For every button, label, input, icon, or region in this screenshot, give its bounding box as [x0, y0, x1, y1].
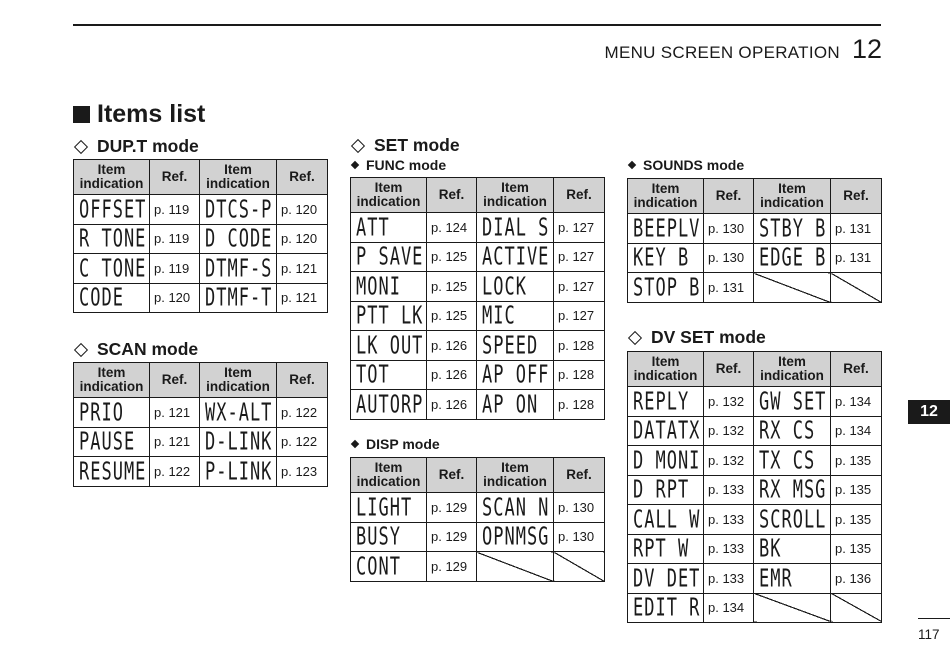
dvset-mode-table [627, 351, 882, 623]
ref-cell: p. 135 [831, 505, 882, 535]
ref-cell: p. 126 [427, 360, 477, 390]
item-indication-cell: PTT LK [351, 294, 427, 337]
ref-cell: p. 121 [277, 283, 328, 313]
sounds-mode-heading: SOUNDS mode [627, 157, 744, 173]
ref-cell: p. 129 [427, 522, 477, 552]
item-indication-cell: BK [754, 527, 831, 570]
item-indication-cell: RX CS [754, 409, 831, 452]
item-indication-header: Item indication [74, 363, 150, 398]
ref-cell: p. 131 [831, 243, 882, 273]
scan-mode-heading: SCAN mode [73, 339, 198, 360]
item-indication-cell: D MONI [628, 439, 704, 482]
item-indication-cell: WX-ALT [200, 391, 277, 434]
ref-cell: p. 130 [704, 214, 754, 244]
ref-cell: p. 120 [150, 283, 200, 313]
ref-cell: p. 127 [554, 213, 605, 243]
dupt-mode-table [73, 159, 328, 313]
item-indication-header: Item indication [200, 363, 277, 398]
item-indication-header: Item indication [628, 179, 704, 214]
item-indication-cell: MIC [477, 294, 554, 337]
item-indication-cell: DATATX [628, 409, 704, 452]
item-indication-cell: AUTORP [351, 383, 427, 426]
open-diamond-icon [628, 330, 642, 344]
item-indication-cell: CONT [351, 545, 427, 588]
ref-cell: p. 122 [277, 398, 328, 428]
item-indication-header: Item indication [477, 458, 554, 493]
item-indication-header: Item indication [477, 178, 554, 213]
item-indication-cell: STBY B [754, 207, 831, 250]
item-indication-cell: MONI [351, 265, 427, 308]
empty-cell [831, 273, 882, 303]
item-indication-header: Item indication [74, 160, 150, 195]
open-diamond-icon [74, 139, 88, 153]
func-mode-heading: FUNC mode [350, 157, 446, 173]
ref-cell: p. 131 [704, 273, 754, 303]
ref-cell: p. 127 [554, 301, 605, 331]
table-row [74, 457, 328, 487]
ref-header: Ref. [831, 179, 882, 214]
ref-cell: p. 133 [704, 534, 754, 564]
item-indication-cell: CALL W [628, 498, 704, 541]
item-indication-cell: EMR [754, 557, 831, 600]
item-indication-cell: BEEPLV [628, 207, 704, 250]
ref-cell: p. 120 [277, 224, 328, 254]
item-indication-cell: CODE [74, 276, 150, 319]
item-indication-cell: DTMF-T [200, 276, 277, 319]
item-indication-header: Item indication [754, 179, 831, 214]
item-indication-cell: RESUME [74, 450, 150, 493]
ref-cell: p. 120 [277, 195, 328, 225]
item-indication-cell: SCROLL [754, 498, 831, 541]
ref-header: Ref. [554, 178, 605, 213]
footer-rule [918, 618, 950, 619]
ref-cell: p. 135 [831, 534, 882, 564]
disp-mode-table [350, 457, 605, 582]
ref-cell: p. 125 [427, 242, 477, 272]
ref-header: Ref. [704, 352, 754, 387]
ref-cell: p. 132 [704, 446, 754, 476]
ref-cell: p. 133 [704, 505, 754, 535]
ref-cell: p. 125 [427, 301, 477, 331]
item-indication-cell: GW SET [754, 380, 831, 423]
item-indication-cell: RPT W [628, 527, 704, 570]
ref-cell: p. 134 [704, 593, 754, 623]
item-indication-cell: REPLY [628, 380, 704, 423]
ref-cell: p. 129 [427, 552, 477, 582]
chapter-number: 12 [852, 34, 883, 64]
ref-cell: p. 134 [831, 416, 882, 446]
item-indication-cell: KEY B [628, 236, 704, 279]
item-indication-cell: P SAVE [351, 235, 427, 278]
func-mode-table [350, 177, 605, 420]
dupt-mode-heading: DUP.T mode [73, 136, 199, 157]
disp-mode-heading: DISP mode [350, 436, 440, 452]
item-indication-cell: R TONE [74, 217, 150, 260]
item-indication-cell: RX MSG [754, 468, 831, 511]
item-indication-cell: LIGHT [351, 486, 427, 529]
item-indication-cell: PRIO [74, 391, 150, 434]
item-indication-cell: EDIT R [628, 586, 704, 629]
open-diamond-icon [74, 342, 88, 356]
ref-cell: p. 134 [831, 387, 882, 417]
item-indication-cell: ACTIVE [477, 235, 554, 278]
ref-cell: p. 123 [277, 457, 328, 487]
ref-cell: p. 130 [554, 493, 605, 523]
ref-cell: p. 128 [554, 360, 605, 390]
ref-cell: p. 121 [277, 254, 328, 284]
item-indication-cell: BUSY [351, 515, 427, 558]
ref-cell: p. 133 [704, 475, 754, 505]
chapter-tab: 12 [908, 400, 950, 424]
ref-cell: p. 121 [150, 427, 200, 457]
ref-cell: p. 132 [704, 416, 754, 446]
ref-cell: p. 129 [427, 493, 477, 523]
empty-cell [831, 593, 882, 623]
ref-cell: p. 133 [704, 564, 754, 594]
item-indication-cell: LOCK [477, 265, 554, 308]
ref-cell: p. 121 [150, 398, 200, 428]
page-heading [73, 100, 205, 129]
dvset-mode-heading: DV SET mode [627, 327, 766, 348]
ref-cell: p. 127 [554, 272, 605, 302]
ref-header: Ref. [277, 160, 328, 195]
item-indication-cell: TX CS [754, 439, 831, 482]
ref-cell: p. 119 [150, 254, 200, 284]
item-indication-cell: LK OUT [351, 324, 427, 367]
item-indication-cell: C TONE [74, 247, 150, 290]
item-indication-cell: DV DET [628, 557, 704, 600]
ref-cell: p. 135 [831, 475, 882, 505]
item-indication-cell: OFFSET [74, 188, 150, 231]
ref-cell: p. 131 [831, 214, 882, 244]
item-indication-header: Item indication [351, 178, 427, 213]
square-bullet-icon [73, 106, 90, 123]
item-indication-cell: TOT [351, 353, 427, 396]
item-indication-cell: ATT [351, 206, 427, 249]
page-heading-text: Items list [97, 100, 206, 128]
ref-header: Ref. [704, 179, 754, 214]
ref-cell: p. 122 [277, 427, 328, 457]
ref-cell: p. 136 [831, 564, 882, 594]
scan-mode-table [73, 362, 328, 487]
table-row [351, 390, 605, 420]
ref-cell: p. 119 [150, 195, 200, 225]
ref-header: Ref. [150, 363, 200, 398]
item-indication-cell: OPNMSG [477, 515, 554, 558]
ref-header: Ref. [150, 160, 200, 195]
item-indication-cell: D RPT [628, 468, 704, 511]
item-indication-cell: D CODE [200, 217, 277, 260]
ref-cell: p. 124 [427, 213, 477, 243]
set-mode-heading: SET mode [350, 135, 460, 156]
ref-cell: p. 119 [150, 224, 200, 254]
item-indication-cell: D-LINK [200, 420, 277, 463]
item-indication-cell: SPEED [477, 324, 554, 367]
item-indication-cell: PAUSE [74, 420, 150, 463]
item-indication-cell: STOP B [628, 266, 704, 309]
item-indication-cell: SCAN N [477, 486, 554, 529]
item-indication-header: Item indication [628, 352, 704, 387]
ref-cell: p. 128 [554, 390, 605, 420]
item-indication-header: Item indication [351, 458, 427, 493]
item-indication-cell: AP ON [477, 383, 554, 426]
empty-cell [554, 552, 605, 582]
ref-cell: p. 122 [150, 457, 200, 487]
ref-header: Ref. [554, 458, 605, 493]
ref-cell: p. 135 [831, 446, 882, 476]
item-indication-header: Item indication [754, 352, 831, 387]
sounds-mode-table [627, 178, 882, 303]
item-indication-cell: P-LINK [200, 450, 277, 493]
ref-cell: p. 127 [554, 242, 605, 272]
item-indication-header: Item indication [200, 160, 277, 195]
solid-diamond-icon [628, 161, 636, 169]
page-number: 117 [918, 627, 940, 642]
ref-cell: p. 126 [427, 331, 477, 361]
header-rule [73, 24, 881, 26]
ref-header: Ref. [831, 352, 882, 387]
ref-cell: p. 128 [554, 331, 605, 361]
item-indication-cell: DTCS-P [200, 188, 277, 231]
ref-cell: p. 130 [554, 522, 605, 552]
ref-cell: p. 130 [704, 243, 754, 273]
ref-cell: p. 132 [704, 387, 754, 417]
chapter-title: MENU SCREEN OPERATION [604, 43, 840, 62]
ref-cell: p. 125 [427, 272, 477, 302]
solid-diamond-icon [351, 161, 359, 169]
item-indication-cell: DTMF-S [200, 247, 277, 290]
ref-header: Ref. [277, 363, 328, 398]
item-indication-cell: AP OFF [477, 353, 554, 396]
ref-header: Ref. [427, 178, 477, 213]
ref-header: Ref. [427, 458, 477, 493]
item-indication-cell: EDGE B [754, 236, 831, 279]
open-diamond-icon [351, 138, 365, 152]
ref-cell: p. 126 [427, 390, 477, 420]
solid-diamond-icon [351, 440, 359, 448]
table-row [74, 283, 328, 313]
item-indication-cell: DIAL S [477, 206, 554, 249]
